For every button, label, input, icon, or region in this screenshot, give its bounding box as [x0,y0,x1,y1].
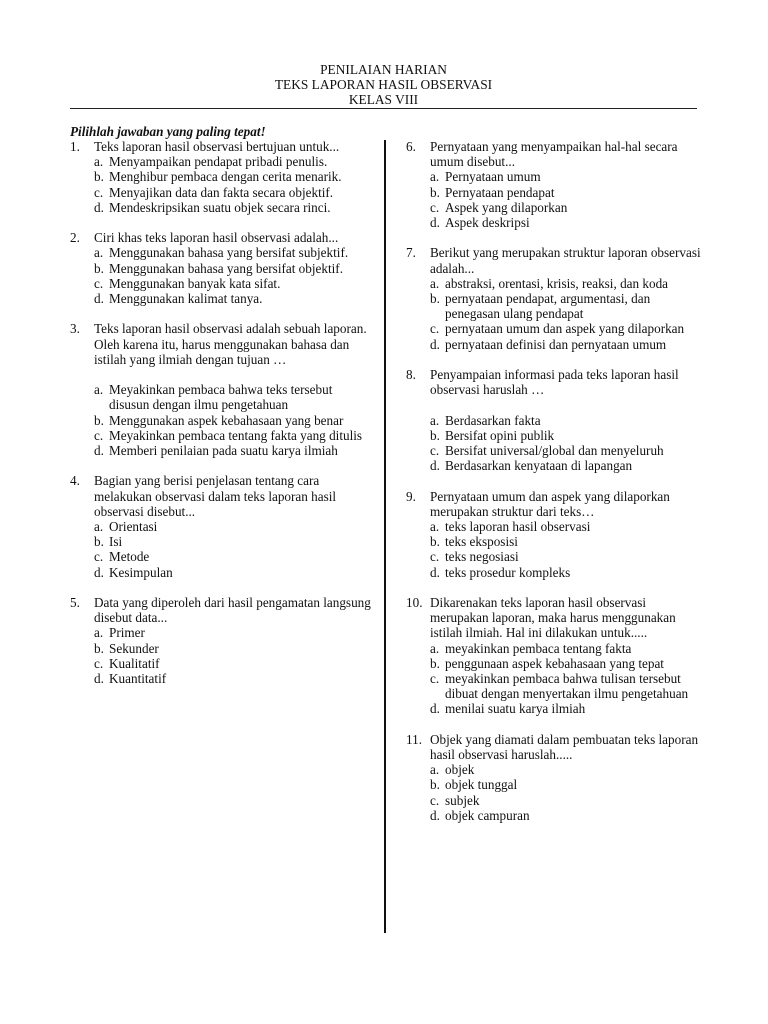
answer-option [94,534,375,549]
option-letter: d. [94,564,104,580]
answer-option [430,276,701,291]
option-text: Primer [109,625,145,641]
question-number: 2. [70,230,80,246]
option-text: Meyakinkan pembaca tentang fakta yang ditulis [109,427,363,443]
answer-option [94,656,375,671]
option-text: Metode [109,549,150,565]
answer-options [430,169,701,230]
answer-option [430,671,701,701]
option-text: Menggunakan bahasa yang bersifat subjektif. [109,245,349,261]
question-item [70,230,375,306]
question-text: Berikut yang merupakan struktur laporan observasi adalah... [430,245,701,276]
option-letter: d. [94,199,104,215]
option-letter: c. [94,184,104,200]
answer-options [430,413,701,474]
option-letter: c. [94,427,104,443]
option-letter: b. [430,534,440,550]
question-number: 8. [406,367,416,383]
answer-option [430,701,701,716]
question-number: 1. [70,139,80,154]
answer-option [430,762,701,777]
question-item [406,367,701,473]
option-letter: a. [430,169,440,185]
answer-option [430,413,701,428]
option-letter: b. [430,655,440,671]
option-letter: d. [430,701,440,717]
question-text: Ciri khas teks laporan hasil observasi adalah... [94,230,339,246]
option-letter: c. [430,443,440,459]
option-letter: c. [430,671,440,687]
question-stem [70,321,375,367]
question-text: Teks laporan hasil observasi adalah sebuah laporan. Oleh karena itu, harus menggunakan bahasa dan istilah yang ilmiah dengan tujuan … [94,321,367,367]
question-stem [70,473,375,519]
answer-option [430,777,701,792]
answer-option [430,337,701,352]
option-text: teks laporan hasil observasi [445,519,591,535]
answer-option [94,185,375,200]
left-column [70,139,375,701]
option-text: Bersifat universal/global dan menyeluruh [445,443,664,459]
question-stem [406,489,701,519]
question-text: Data yang diperoleh dari hasil pengamatan langsung disebut data... [94,595,371,626]
option-text: menilai suatu karya ilmiah [445,701,586,717]
spacer [70,367,375,382]
option-letter: d. [94,443,104,459]
answer-option [94,428,375,443]
question-number: 11. [406,731,422,747]
option-text: Sekunder [109,640,159,656]
option-text: objek tunggal [445,777,518,793]
option-letter: d. [430,458,440,474]
option-letter: a. [430,519,440,535]
option-text: Berdasarkan kenyataan di lapangan [445,458,633,474]
question-text: Penyampaian informasi pada teks laporan hasil observasi haruslah … [430,367,679,398]
question-text: Bagian yang berisi penjelasan tentang cara melakukan observasi dalam teks laporan hasil observasi disebut... [94,473,337,519]
answer-option [430,519,701,534]
option-text: Menggunakan bahasa yang bersifat objektif. [109,260,344,276]
option-letter: d. [94,671,104,687]
option-text: Menggunakan banyak kata sifat. [109,275,281,291]
answer-options [430,762,701,823]
question-item [406,732,701,823]
question-text: Objek yang diamati dalam pembuatan teks laporan hasil observasi haruslah..... [430,731,699,763]
answer-option [430,443,701,458]
question-text: Pernyataan yang menyampaikan hal-hal secara umum disebut... [430,139,678,170]
option-text: teks negosiasi [445,549,519,565]
answer-option [430,549,701,564]
question-stem [406,732,701,762]
option-letter: d. [94,291,104,307]
option-letter: a. [94,625,104,641]
option-text: Kualitatif [109,655,160,671]
option-text: subjek [445,792,480,808]
option-letter: c. [94,549,104,565]
option-text: Menyajikan data dan fakta secara objektif. [109,184,334,200]
option-text: pernyataan umum dan aspek yang dilaporkan [445,321,685,337]
question-item [70,321,375,458]
answer-option [430,321,701,336]
header-subtitle: TEKS LAPORAN HASIL OBSERVASI [274,77,493,93]
option-text: objek [445,762,475,778]
answer-options [94,245,375,306]
option-letter: b. [430,777,440,793]
option-text: Menggunakan kalimat tanya. [109,291,263,307]
header-class: KELAS VIII [348,92,419,108]
option-letter: b. [430,184,440,200]
option-letter: a. [430,412,440,428]
option-letter: c. [94,275,104,291]
option-text: teks prosedur kompleks [445,564,571,580]
option-letter: b. [94,260,104,276]
option-letter: a. [94,519,104,535]
option-text: meyakinkan pembaca bahwa tulisan tersebut dibuat dengan menyertakan ilmu pengetahuan [445,671,689,702]
question-stem [406,595,701,641]
option-letter: b. [94,412,104,428]
question-stem [70,230,375,245]
question-number: 7. [406,245,416,261]
option-text: Isi [109,534,123,550]
option-letter: d. [430,336,440,352]
answer-option [430,656,701,671]
answer-option [94,200,375,215]
option-text: Menggunakan aspek kebahasaan yang benar [109,412,344,428]
option-text: Aspek yang dilaporkan [445,199,568,215]
option-letter: c. [430,549,440,565]
answer-option [94,671,375,686]
option-text: Berdasarkan fakta [445,412,541,428]
option-letter: a. [430,275,440,291]
spacer [406,397,701,412]
question-item [70,139,375,215]
column-divider [384,140,386,933]
option-letter: b. [94,640,104,656]
answer-option [430,641,701,656]
answer-option [430,291,701,321]
answer-options [94,519,375,580]
option-text: pernyataan pendapat, argumentasi, dan penegasan ulang pendapat [445,291,651,322]
option-letter: b. [94,169,104,185]
option-letter: a. [94,154,104,170]
option-text: Memberi penilaian pada suatu karya ilmiah [109,443,338,459]
option-text: Mendeskripsikan suatu objek secara rinci. [109,199,331,215]
answer-option [94,549,375,564]
header-rule [70,108,697,109]
option-letter: b. [430,291,440,307]
right-column [406,139,701,838]
option-letter: d. [430,215,440,231]
answer-option [94,625,375,640]
answer-option [430,428,701,443]
answer-option [94,261,375,276]
question-text: Pernyataan umum dan aspek yang dilaporkan merupakan struktur dari teks… [430,488,670,519]
answer-option [430,565,701,580]
answer-option [430,185,701,200]
question-item [70,473,375,579]
option-letter: d. [430,564,440,580]
question-stem [70,595,375,625]
answer-option [94,276,375,291]
question-item [70,595,375,686]
answer-option [94,443,375,458]
option-text: pernyataan definisi dan pernyataan umum [445,336,667,352]
answer-options [430,276,701,352]
answer-option [94,641,375,656]
question-item [406,139,701,230]
option-letter: d. [430,807,440,823]
option-text: meyakinkan pembaca tentang fakta [445,640,632,656]
question-stem [406,245,701,275]
answer-option [94,154,375,169]
question-number: 9. [406,488,416,504]
answer-options [430,641,701,717]
option-letter: b. [94,534,104,550]
answer-option [430,793,701,808]
option-letter: c. [430,792,440,808]
option-text: Aspek deskripsi [445,215,530,231]
option-letter: c. [94,655,104,671]
answer-option [430,534,701,549]
option-text: abstraksi, orentasi, krisis, reaksi, dan koda [445,275,669,291]
answer-options [430,519,701,580]
option-letter: a. [94,382,104,398]
instruction-text: Pilihlah jawaban yang paling tepat! [70,124,266,139]
answer-option [94,519,375,534]
answer-options [94,625,375,686]
question-number: 5. [70,595,80,611]
answer-option [94,413,375,428]
question-number: 3. [70,321,80,337]
option-letter: a. [430,640,440,656]
answer-option [430,200,701,215]
question-text: Dikarenakan teks laporan hasil observasi merupakan laporan, maka harus menggunakan istilah ilmiah. Hal ini dilakukan untuk..... [430,595,676,641]
question-number: 10. [406,595,423,611]
option-text: Bersifat opini publik [445,427,555,443]
option-text: Kesimpulan [109,564,173,580]
answer-option [430,808,701,823]
option-text: Meyakinkan pembaca bahwa teks tersebut disusun dengan ilmu pengetahuan [109,382,333,413]
answer-options [94,382,375,458]
answer-option [430,458,701,473]
option-text: teks eksposisi [445,534,518,550]
option-text: Orientasi [109,519,158,535]
question-item [406,595,701,717]
option-letter: a. [94,245,104,261]
answer-option [430,169,701,184]
option-letter: a. [430,762,440,778]
question-number: 6. [406,139,416,154]
answer-option [94,169,375,184]
question-stem [70,139,375,154]
question-item [406,245,701,351]
option-text: penggunaan aspek kebahasaan yang tepat [445,655,664,671]
question-text: Teks laporan hasil observasi bertujuan untuk... [94,139,340,154]
option-text: Kuantitatif [109,671,167,687]
answer-option [430,215,701,230]
option-letter: c. [430,321,440,337]
answer-option [94,382,375,412]
option-letter: b. [430,427,440,443]
option-text: Menghibur pembaca dengan cerita menarik. [109,169,342,185]
option-text: Pernyataan umum [445,169,541,185]
answer-option [94,245,375,260]
question-number: 4. [70,473,80,489]
option-letter: c. [430,199,440,215]
header-title: PENILAIAN HARIAN [320,62,447,77]
answer-options [94,154,375,215]
question-stem [406,139,701,169]
option-text: Pernyataan pendapat [445,184,555,200]
question-item [406,489,701,580]
option-text: objek campuran [445,807,530,823]
page-header [70,62,697,108]
option-text: Menyampaikan pendapat pribadi penulis. [109,154,328,170]
question-stem [406,367,701,397]
answer-option [94,565,375,580]
answer-option [94,291,375,306]
